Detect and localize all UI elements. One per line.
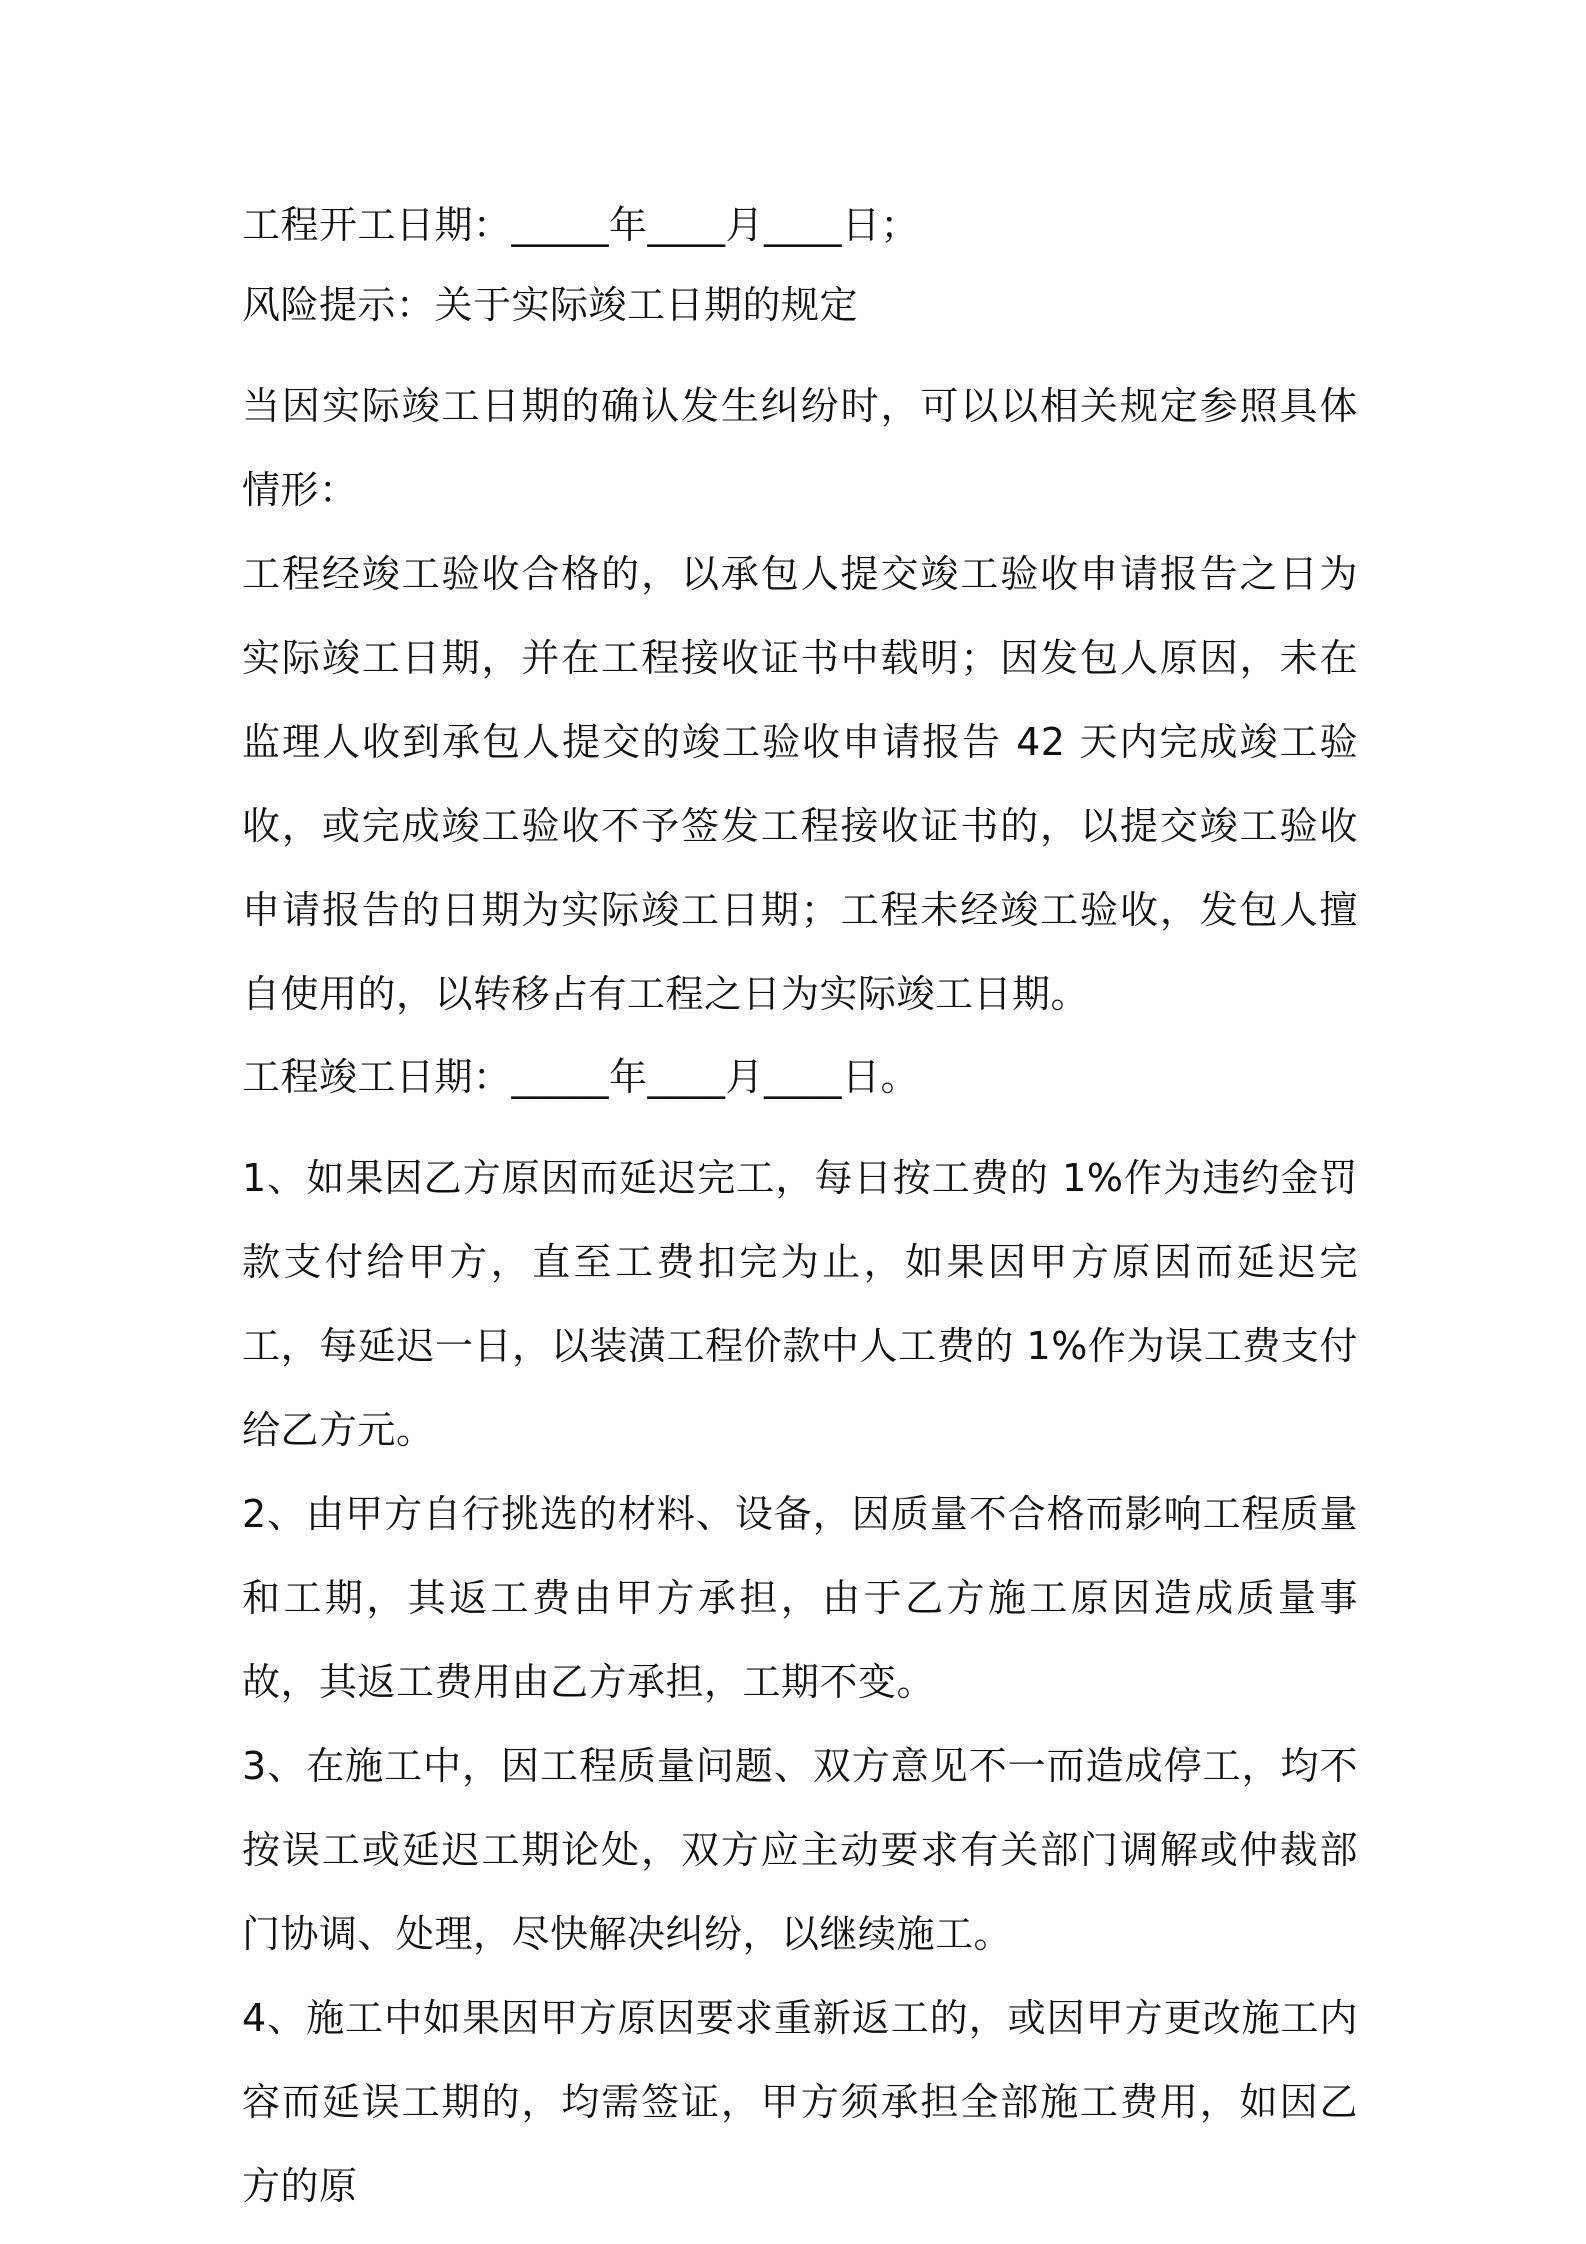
clause-4-rework: 4、施工中如果因甲方原因要求重新返工的，或因甲方更改施工内容而延误工期的，均需签证，甲方须承担全部施工费用，如因乙方的原	[242, 1996, 1358, 2208]
dispute-intro-paragraph: 当因实际竣工日期的确认发生纠纷时，可以以相关规定参照具体情形：	[242, 384, 1358, 512]
start-date-line: 工程开工日期：_____年____月____日；	[242, 203, 920, 247]
risk-notice-heading: 风险提示：关于实际竣工日期的规定	[242, 283, 859, 327]
completion-date-line: 工程竣工日期：_____年____月____日。	[242, 1055, 920, 1099]
clause-3-dispute-stoppage: 3、在施工中，因工程质量问题、双方意见不一而造成停工，均不按误工或延迟工期论处，双方应主动要求有关部门调解或仲裁部门协调、处理，尽快解决纠纷，以继续施工。	[242, 1744, 1358, 1956]
completion-date-rules-paragraph: 工程经竣工验收合格的，以承包人提交竣工验收申请报告之日为实际竣工日期，并在工程接收证书中载明；因发包人原因，未在监理人收到承包人提交的竣工验收申请报告 42 天内完成竣工验收，或完成竣工验收不予签发工程接收证书的，以提交竣工验收申请报告的日期为实际竣工日期；工程未经竣工验收，发包人擅自使用的，以转移占有工程之日为实际竣工日期。	[242, 552, 1358, 1016]
clause-1-delay-penalty: 1、如果因乙方原因而延迟完工，每日按工费的 1%作为违约金罚款支付给甲方，直至工费扣完为止，如果因甲方原因而延迟完工，每延迟一日，以装潢工程价款中人工费的 1%作为误工费支付给乙方元。	[242, 1156, 1358, 1452]
document-body	[242, 200, 1358, 2228]
clause-2-material-quality: 2、由甲方自行挑选的材料、设备，因质量不合格而影响工程质量和工期，其返工费由甲方承担，由于乙方施工原因造成质量事故，其返工费用由乙方承担，工期不变。	[242, 1492, 1358, 1704]
